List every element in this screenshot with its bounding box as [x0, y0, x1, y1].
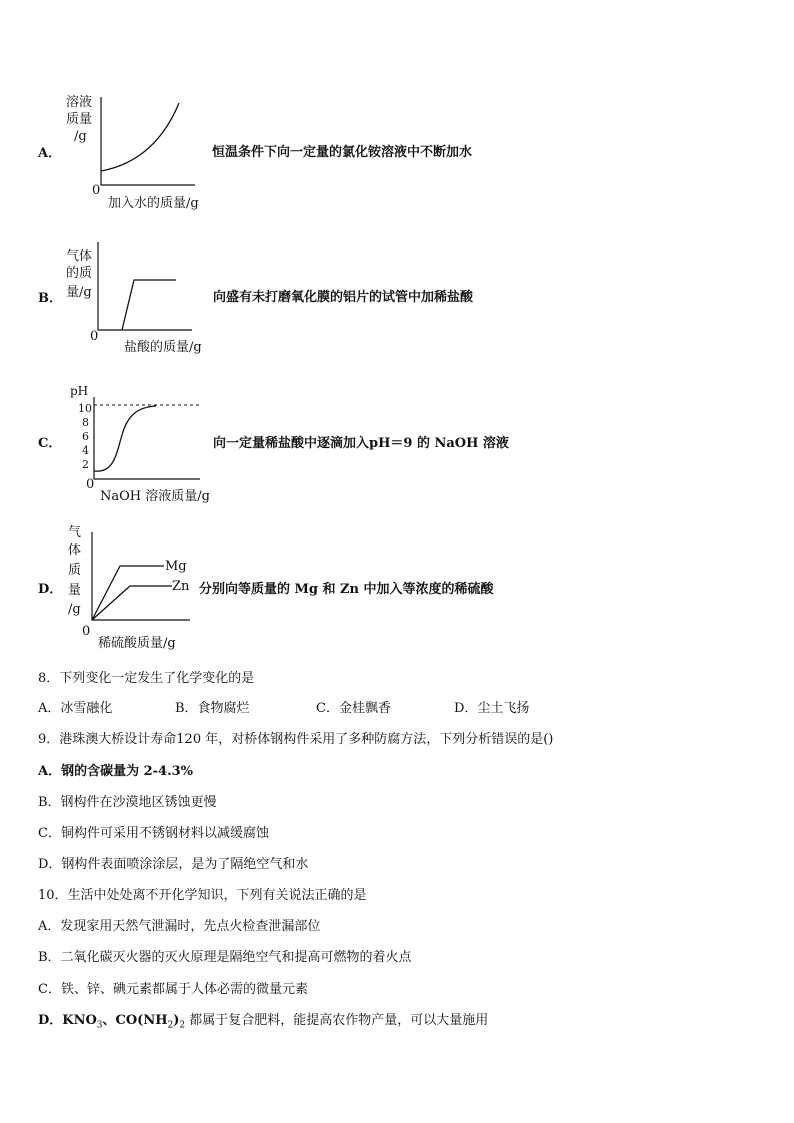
- option-a-ylabel-2: 质量: [66, 112, 93, 127]
- option-a-curve: [101, 103, 179, 171]
- option-b-ylabel-3: 量/g: [66, 285, 92, 300]
- question-10-option-c: C．铁、锌、碘元素都属于人体必需的微量元素: [38, 982, 308, 997]
- option-a-graph: [95, 95, 205, 191]
- question-8-stem: 8．下列变化一定发生了化学变化的是: [38, 671, 255, 686]
- option-d-series-mg: Mg: [165, 559, 187, 574]
- question-10-option-a: A．发现家用天然气泄漏时，先点火检查泄漏部位: [38, 919, 321, 934]
- question-10-option-d-sub2: 2: [167, 1020, 174, 1031]
- option-b-curve: [122, 280, 176, 330]
- question-9-stem: 9．港珠澳大桥设计寿命120 年，对桥体钢构件采用了多种防腐方法，下列分析错误的是(): [38, 732, 554, 747]
- option-b-axes: [98, 242, 192, 330]
- option-d-xlabel: 稀硫酸质量/g: [98, 636, 176, 651]
- question-8-option-c: C．金桂飘香: [316, 701, 391, 716]
- option-d-ylabel-1: 气: [68, 525, 82, 540]
- option-c-tick-2: 2: [82, 458, 89, 471]
- option-d-caption: 分别向等质量的 Mg 和 Zn 中加入等浓度的稀硫酸: [199, 582, 494, 597]
- option-b-xlabel: 盐酸的质量/g: [124, 340, 202, 355]
- question-10-option-d-suffix: 都属于复合肥料，能提高农作物产量，可以大量施用: [185, 1013, 489, 1028]
- question-8-option-a: A．冰雪融化: [38, 701, 113, 716]
- option-c-letter: C．: [38, 436, 62, 451]
- question-10-option-b: B．二氧化碳灭火器的灭火原理是隔绝空气和提高可燃物的着火点: [38, 950, 412, 965]
- option-c-origin: 0: [86, 477, 95, 492]
- option-a-axes: [101, 97, 195, 185]
- option-b-letter: B．: [38, 291, 62, 306]
- option-c-caption: 向一定量稀盐酸中逐滴加入pH＝9 的 NaOH 溶液: [213, 436, 509, 451]
- question-9-option-d: D．钢构件表面喷涂涂层，是为了隔绝空气和水: [38, 857, 309, 872]
- option-d-ylabel-3: 质: [68, 563, 82, 578]
- question-8-option-d: D．尘土飞扬: [454, 701, 530, 716]
- option-a-ylabel-3: /g: [74, 129, 87, 144]
- option-c-curve: [94, 406, 156, 471]
- option-c-tick-4: 4: [82, 444, 89, 457]
- option-c-xlabel: NaOH 溶液质量/g: [100, 489, 210, 504]
- option-c-tick-6: 6: [82, 430, 89, 443]
- option-d-ylabel-2: 体: [68, 543, 82, 558]
- option-d-series-zn: Zn: [172, 579, 190, 594]
- option-a-caption: 恒温条件下向一定量的氯化铵溶液中不断加水: [212, 145, 473, 160]
- option-a-ylabel-1: 溶液: [66, 95, 93, 110]
- option-d-letter: D．: [38, 582, 63, 597]
- option-d-ylabel-4: 量: [68, 583, 82, 598]
- question-10-option-d-mid: 、CO(NH: [102, 1013, 168, 1028]
- question-10-option-d-prefix: D．KNO: [38, 1013, 97, 1028]
- option-a-letter: A．: [38, 146, 62, 161]
- option-d-ylabel-5: /g: [68, 602, 81, 617]
- option-c-tick-8: 8: [82, 416, 89, 429]
- option-c-ylabel: pH: [70, 384, 89, 398]
- question-10-option-d: [38, 1009, 488, 1031]
- option-d-zn-curve: [92, 586, 172, 620]
- option-c-graph: [88, 395, 208, 485]
- option-b-origin: 0: [90, 329, 99, 344]
- option-d-graph: [86, 530, 196, 626]
- option-c-tick-10: 10: [78, 402, 92, 415]
- option-b-ylabel-2: 的质: [66, 266, 93, 281]
- option-d-mg-curve: [92, 566, 164, 620]
- question-10-stem: 10．生活中处处离不开化学知识，下列有关说法正确的是: [38, 888, 367, 903]
- question-9-option-b: B．钢构件在沙漠地区锈蚀更慢: [38, 795, 217, 810]
- option-b-ylabel-1: 气体: [66, 249, 93, 264]
- question-9-option-c: C．铜构件可采用不锈钢材料以减缓腐蚀: [38, 826, 269, 841]
- option-b-graph: [92, 240, 202, 336]
- question-10-option-d-mid2: ): [173, 1013, 180, 1028]
- question-8-option-b: B．食物腐烂: [175, 701, 250, 716]
- question-10-option-d-sub3: 2: [179, 1020, 186, 1031]
- option-a-xlabel: 加入水的质量/g: [108, 196, 199, 211]
- question-10-option-d-sub1: 3: [96, 1020, 103, 1031]
- option-a-origin: 0: [92, 183, 101, 198]
- question-9-option-a: A．钢的含碳量为 2-4.3%: [38, 764, 194, 779]
- option-b-caption: 向盛有未打磨氧化膜的铝片的试管中加稀盐酸: [213, 290, 474, 305]
- option-d-origin: 0: [82, 624, 91, 639]
